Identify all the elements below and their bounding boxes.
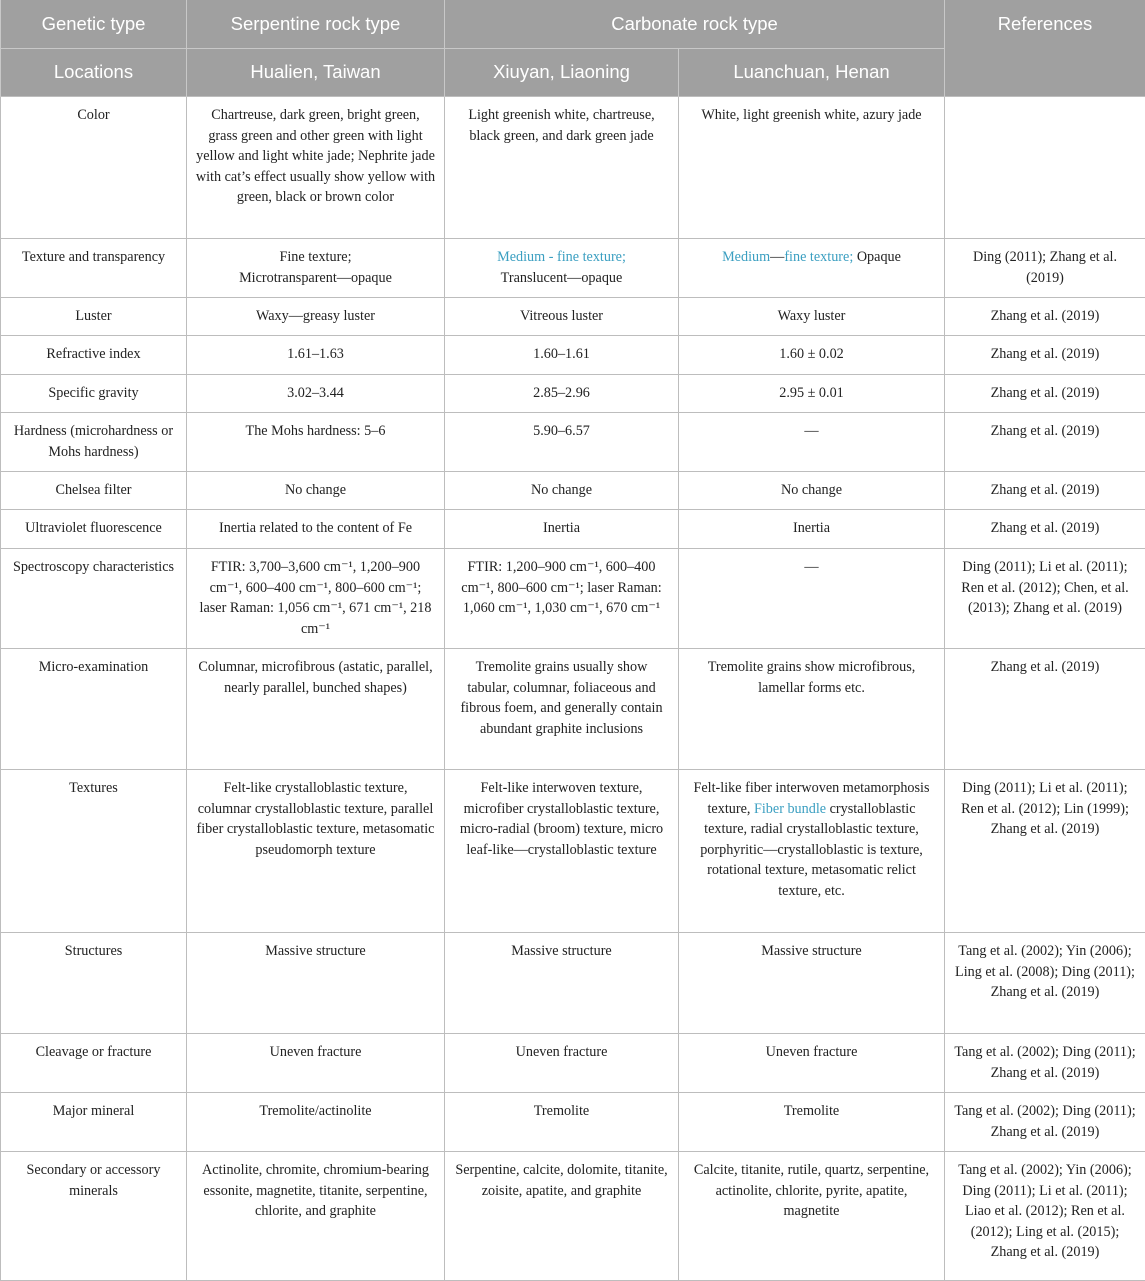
cell-text: Fine texture;: [279, 249, 351, 265]
cell-hualien: Tremolite/actinolite: [187, 1093, 445, 1152]
cell-text: crystalloblastic texture, radial crystalloblastic texture, porphyritic—crystalloblastic is texture, rotational texture, metasomatic relict texture, etc.: [700, 801, 923, 899]
cell-text: —: [770, 249, 784, 265]
cell-hualien: 1.61–1.63: [187, 336, 445, 375]
cell-hualien: 3.02–3.44: [187, 375, 445, 413]
cell-xiuyan: 2.85–2.96: [445, 375, 679, 413]
cell-xiuyan: No change: [445, 472, 679, 510]
cell-luanchuan: [679, 770, 945, 933]
cell-hualien: Actinolite, chromite, chromium-bearing essonite, magnetite, titanite, serpentine, chlorite, and graphite: [187, 1152, 445, 1281]
table-row-secondary-minerals: [1, 1152, 1145, 1281]
row-label: Structures: [1, 933, 187, 1034]
cell-xiuyan: Inertia: [445, 510, 679, 549]
header-serpentine: Serpentine rock type: [187, 0, 445, 49]
cell-luanchuan: Tremolite: [679, 1093, 945, 1152]
header-locations: Locations: [1, 49, 187, 97]
cell-luanchuan: Waxy luster: [679, 298, 945, 336]
cell-xiuyan: Tremolite: [445, 1093, 679, 1152]
cell-hualien: FTIR: 3,700–3,600 cm⁻¹, 1,200–900 cm⁻¹, 600–400 cm⁻¹, 800–600 cm⁻¹; laser Raman: 1,056 cm⁻¹, 671 cm⁻¹, 218 cm⁻¹: [187, 549, 445, 649]
row-label: Specific gravity: [1, 375, 187, 413]
cell-hualien: No change: [187, 472, 445, 510]
cell-references: Ding (2011); Li et al. (2011); Ren et al. (2012); Lin (1999); Zhang et al. (2019): [945, 770, 1145, 933]
highlight-text: Medium: [722, 249, 770, 265]
cell-references: Zhang et al. (2019): [945, 649, 1145, 770]
cell-hualien: Columnar, microfibrous (astatic, parallel, nearly parallel, bunched shapes): [187, 649, 445, 770]
cell-references: Zhang et al. (2019): [945, 336, 1145, 375]
cell-luanchuan: —: [679, 413, 945, 472]
header-references: References: [945, 0, 1145, 97]
cell-luanchuan: Tremolite grains show microfibrous, lamellar forms etc.: [679, 649, 945, 770]
row-label: Hardness (microhardness or Mohs hardness): [1, 413, 187, 472]
cell-references: Ding (2011); Li et al. (2011); Ren et al. (2012); Chen, et al. (2013); Zhang et al. (2019): [945, 549, 1145, 649]
cell-hualien: Inertia related to the content of Fe: [187, 510, 445, 549]
row-label: Texture and transparency: [1, 239, 187, 298]
table-row-micro-examination: [1, 649, 1145, 770]
row-label: Chelsea filter: [1, 472, 187, 510]
cell-hualien: Massive structure: [187, 933, 445, 1034]
cell-text: Microtransparent—opaque: [239, 270, 392, 286]
table-row-specific-gravity: [1, 375, 1145, 413]
cell-xiuyan: Tremolite grains usually show tabular, columnar, foliaceous and fibrous foem, and generally contain abundant graphite inclusions: [445, 649, 679, 770]
cell-xiuyan: FTIR: 1,200–900 cm⁻¹, 600–400 cm⁻¹, 800–600 cm⁻¹; laser Raman: 1,060 cm⁻¹, 1,030 cm⁻¹, 670 cm⁻¹: [445, 549, 679, 649]
cell-references: Ding (2011); Zhang et al. (2019): [945, 239, 1145, 298]
cell-xiuyan: Vitreous luster: [445, 298, 679, 336]
cell-luanchuan: —: [679, 549, 945, 649]
header-row-genetic-type: [1, 0, 1145, 49]
cell-xiuyan: Felt-like interwoven texture, microfiber crystalloblastic texture, micro-radial (broom) texture, micro leaf-like—crystalloblastic texture: [445, 770, 679, 933]
highlight-text: fine texture;: [784, 249, 853, 265]
cell-references: Zhang et al. (2019): [945, 375, 1145, 413]
table-row-luster: [1, 298, 1145, 336]
cell-text: Translucent—opaque: [501, 270, 623, 286]
table-row-major-mineral: [1, 1093, 1145, 1152]
cell-references: Zhang et al. (2019): [945, 413, 1145, 472]
cell-luanchuan: Massive structure: [679, 933, 945, 1034]
row-label: Ultraviolet fluorescence: [1, 510, 187, 549]
header-loc-hualien: Hualien, Taiwan: [187, 49, 445, 97]
cell-references: Zhang et al. (2019): [945, 472, 1145, 510]
row-label: Cleavage or fracture: [1, 1034, 187, 1093]
cell-luanchuan: Inertia: [679, 510, 945, 549]
cell-hualien: The Mohs hardness: 5–6: [187, 413, 445, 472]
cell-text: Felt-like fiber interwoven metamorphosis texture,: [693, 780, 929, 817]
table-row-hardness: [1, 413, 1145, 472]
cell-luanchuan: Calcite, titanite, rutile, quartz, serpentine, actinolite, chlorite, pyrite, apatite, magnetite: [679, 1152, 945, 1281]
highlight-text: Fiber bundle: [754, 801, 826, 817]
cell-hualien: Felt-like crystalloblastic texture, columnar crystalloblastic texture, parallel fiber crystalloblastic texture, metasomatic pseudomorph texture: [187, 770, 445, 933]
cell-references: Tang et al. (2002); Yin (2006); Ling et al. (2008); Ding (2011); Zhang et al. (2019): [945, 933, 1145, 1034]
header-genetic-type: Genetic type: [1, 0, 187, 49]
header-loc-xiuyan: Xiuyan, Liaoning: [445, 49, 679, 97]
cell-xiuyan: Light greenish white, chartreuse, black green, and dark green jade: [445, 97, 679, 239]
table-row-uv-fluorescence: [1, 510, 1145, 549]
table-row-structures: [1, 933, 1145, 1034]
cell-luanchuan: 1.60 ± 0.02: [679, 336, 945, 375]
cell-xiuyan: [445, 239, 679, 298]
row-label: Micro-examination: [1, 649, 187, 770]
row-label: Spectroscopy characteristics: [1, 549, 187, 649]
row-label: Major mineral: [1, 1093, 187, 1152]
cell-xiuyan: Massive structure: [445, 933, 679, 1034]
cell-references: [945, 97, 1145, 239]
cell-luanchuan: 2.95 ± 0.01: [679, 375, 945, 413]
cell-references: Tang et al. (2002); Ding (2011); Zhang et al. (2019): [945, 1093, 1145, 1152]
table-row-cleavage: [1, 1034, 1145, 1093]
cell-text: Opaque: [853, 249, 901, 265]
header-carbonate: Carbonate rock type: [445, 0, 945, 49]
highlight-text: Medium - fine texture;: [497, 249, 626, 265]
row-label: Color: [1, 97, 187, 239]
row-label: Textures: [1, 770, 187, 933]
cell-luanchuan: No change: [679, 472, 945, 510]
table-row-textures: [1, 770, 1145, 933]
cell-references: Zhang et al. (2019): [945, 298, 1145, 336]
cell-xiuyan: Serpentine, calcite, dolomite, titanite, zoisite, apatite, and graphite: [445, 1152, 679, 1281]
table-row-texture: [1, 239, 1145, 298]
table-header: [1, 0, 1145, 97]
table-row-chelsea-filter: [1, 472, 1145, 510]
row-label: Luster: [1, 298, 187, 336]
cell-luanchuan: White, light greenish white, azury jade: [679, 97, 945, 239]
cell-references: Zhang et al. (2019): [945, 510, 1145, 549]
cell-luanchuan: Uneven fracture: [679, 1034, 945, 1093]
cell-luanchuan: [679, 239, 945, 298]
cell-hualien: Waxy—greasy luster: [187, 298, 445, 336]
table-row-spectroscopy: [1, 549, 1145, 649]
table-row-color: [1, 97, 1145, 239]
cell-references: Tang et al. (2002); Ding (2011); Zhang et al. (2019): [945, 1034, 1145, 1093]
cell-xiuyan: 1.60–1.61: [445, 336, 679, 375]
cell-xiuyan: 5.90–6.57: [445, 413, 679, 472]
cell-xiuyan: Uneven fracture: [445, 1034, 679, 1093]
table-body: [1, 97, 1145, 1281]
cell-references: Tang et al. (2002); Yin (2006); Ding (2011); Li et al. (2011); Liao et al. (2012); Ren et al. (2012); Ling et al. (2015); Zhang et al. (2019): [945, 1152, 1145, 1281]
row-label: Refractive index: [1, 336, 187, 375]
cell-hualien: [187, 239, 445, 298]
row-label: Secondary or accessory minerals: [1, 1152, 187, 1281]
cell-hualien: Chartreuse, dark green, bright green, grass green and other green with light yellow and light white jade; Nephrite jade with cat’s effect usually show yellow with green, black or brown color: [187, 97, 445, 239]
table-row-refractive-index: [1, 336, 1145, 375]
header-loc-luanchuan: Luanchuan, Henan: [679, 49, 945, 97]
cell-hualien: Uneven fracture: [187, 1034, 445, 1093]
